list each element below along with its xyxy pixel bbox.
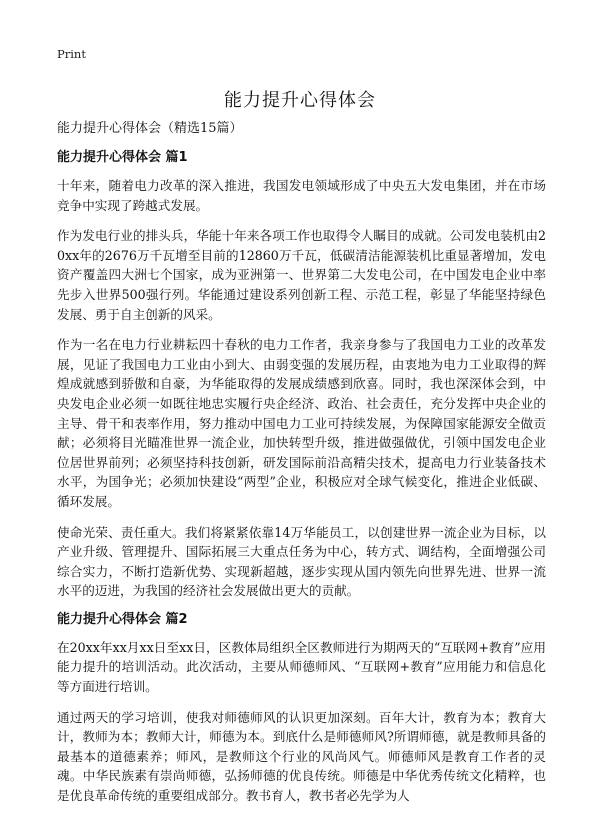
paragraph: 十年来，随着电力改革的深入推进，我国发电领域形成了中央五大发电集团，并在市场竞争中实现了跨越式发展。 xyxy=(57,178,546,213)
print-link[interactable]: Print xyxy=(57,47,86,61)
page-title: 能力提升心得体会 xyxy=(224,90,376,112)
paragraph: 使命光荣、责任重大。我们将紧紧依靠14万华能员工，以创建世界一流企业为目标，以产业升级、管理提升、国际拓展三大重点任务为中心，转方式、调结构，全面增强公司综合实力，不断打造新优势、实现新超越，逐步实现从国内领先向世界先进、世界一流水平的迈进，为我国的经济社会发展做出更大的贡献。 xyxy=(57,524,546,599)
paragraph: 作为发电行业的排头兵，华能十年来各项工作也取得令人瞩目的成就。公司发电装机由20xx年的2676万千瓦增至目前的12860万千瓦，低碳清洁能源装机比重显著增加，发电资产覆盖四大洲七个国家，成为亚洲第一、世界第二大发电公司，在中国发电企业中率先步入世界500强行列。华能通过建设系列创新工程、示范工程，彰显了华能坚持绿色发展、勇于自主创新的风采。 xyxy=(57,228,546,322)
section-heading: 能力提升心得体会 篇2 xyxy=(57,611,188,627)
section-heading: 能力提升心得体会 篇1 xyxy=(57,150,188,165)
paragraph: 通过两天的学习培训，使我对师德师风的认识更加深刻。百年大计，教育为本；教育大计，教师为本；教师大计，师德为本。到底什么是师德师风?所谓师德，就是教师具备的最基本的道德素养；师风，是教师这个行业的风尚风气。师德师风是教育工作者的灵魂。中华民族素有崇尚师德，弘扬师德的优良传统。师德是中华优秀传统文化精粹，也是优良革命传统的重要组成部分。教书育人，教书者必先学为人 xyxy=(57,709,546,804)
paragraph: 在20xx年xx月xx日至xx日，区教体局组织全区教师进行为期两天的“互联网+教育”应用能力提升的培训活动。此次活动，主要从师德师风、“互联网+教育”应用能力和信息化等方面进行培训。 xyxy=(57,639,546,695)
section-2 xyxy=(57,612,546,806)
document-subtitle: 能力提升心得体会（精选15篇） xyxy=(57,121,243,136)
section-1 xyxy=(57,150,546,601)
paragraph: 作为一名在电力行业耕耘四十春秋的电力工作者，我亲身参与了我国电力工业的改革发展，见证了我国电力工业由小到大、由弱变强的发展历程，由衷地为电力工业取得的辉煌成就感到骄傲和自豪，为华能取得的发展成绩感到欣喜。同时，我也深深体会到，中央发电企业必须一如既往地忠实履行央企经济、政治、社会责任，充分发挥中央企业的主导、骨干和表率作用，努力推动中国电力工业可持续发展，为保障国家能源安全做贡献；必须将目光瞄准世界一流企业，加快转型升级，推进做强做优，引领中国发电企业位居世界前列；必须坚持科技创新，研发国际前沿高精尖技术，提高电力行业装备技术水平，为国争光；必须加快建设“两型”企业，积极应对全球气候变化，推进企业低碳、循环发展。 xyxy=(57,337,546,509)
document-body xyxy=(57,150,546,817)
